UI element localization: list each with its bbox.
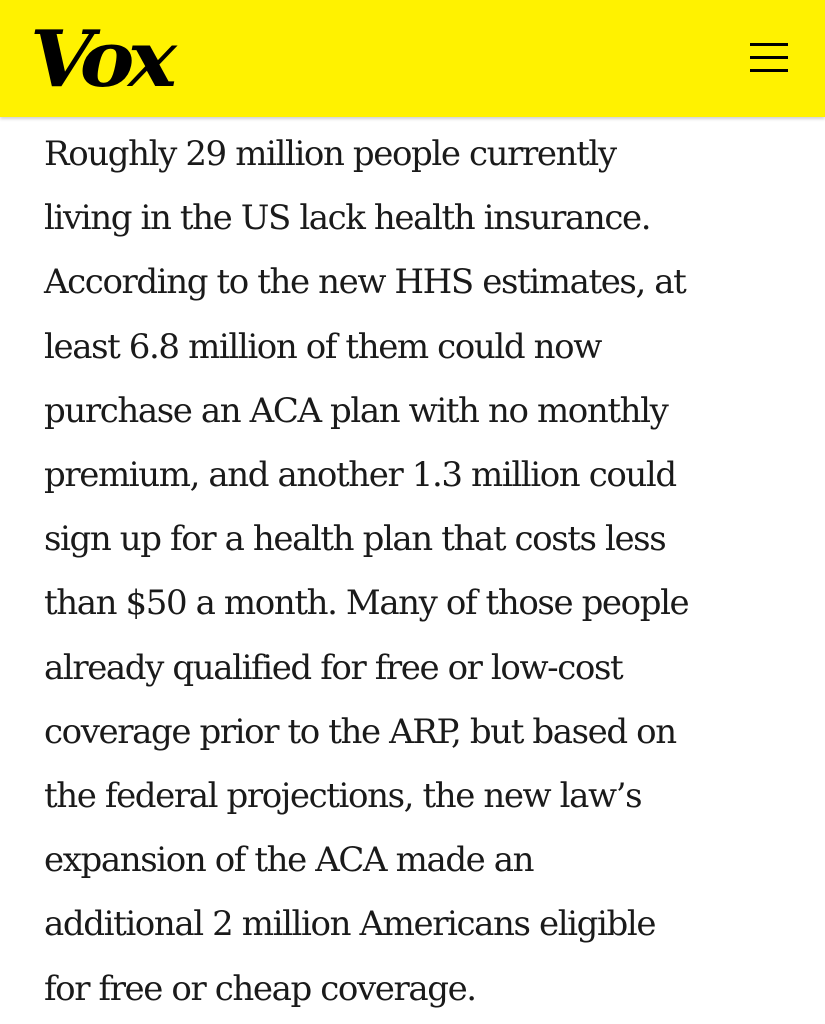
- article-paragraph: [44, 122, 804, 1021]
- paragraph-line: additional 2 million Americans eligible: [44, 904, 656, 945]
- paragraph-line: expansion of the ACA made an: [44, 840, 534, 881]
- paragraph-line: least 6.8 million of them could now: [44, 326, 601, 367]
- paragraph-line: than $50 a month. Many of those people: [44, 583, 689, 624]
- paragraph-line: already qualified for free or low-cost: [44, 647, 623, 688]
- paragraph-line: the federal projections, the new law’s: [44, 776, 642, 817]
- vox-logo[interactable]: Vox: [30, 14, 171, 105]
- paragraph-line: sign up for a health plan that costs less: [44, 519, 666, 560]
- paragraph-line: for free or cheap coverage.: [44, 968, 476, 1009]
- site-header: [0, 0, 825, 117]
- paragraph-line: living in the US lack health insurance.: [44, 198, 651, 239]
- paragraph-line: According to the new HHS estimates, at: [44, 262, 686, 303]
- paragraph-line: Roughly 29 million people currently: [44, 134, 616, 174]
- menu-button[interactable]: [742, 36, 794, 80]
- hamburger-menu-icon: [750, 43, 788, 73]
- article-body: [44, 122, 804, 1021]
- paragraph-line: coverage prior to the ARP, but based on: [44, 711, 676, 752]
- paragraph-line: premium, and another 1.3 million could: [44, 455, 676, 496]
- paragraph-line: purchase an ACA plan with no monthly: [44, 390, 668, 431]
